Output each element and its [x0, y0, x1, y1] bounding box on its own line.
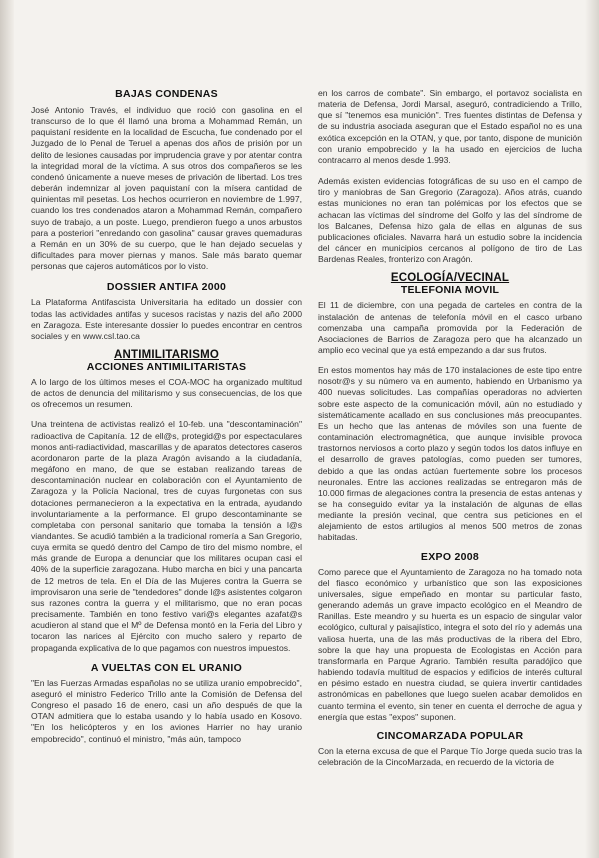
section-title-expo-2008: EXPO 2008 — [420, 550, 480, 563]
antimilitarismo-actions-paragraph: Una treintena de activistas realizó el 10-feb. una "descontaminación" radioactiva de Capitanía. 12 de ell@s, protegid@s por espectaculares monos anti-radiactividad, mascarillas y de aparatos detectores caseros acordonaron parte de la plaza Aragón avisando a la ciudadanía, megáfono en mano, de que se estaban realizando tareas de descontaminación nuclear en colaboración con el Ayuntamiento de Zaragoza y la Policía Nacional, tres de cuyas furgonetas con sus dotaciones permanecieron a la expectativa en la entrada, ayudando involuntariamente a la performance. El grupo descontaminante se completaba con personal sanitario que tomaba la tensión a l@s viandantes. Se acudió también a la tradicional romería a San Gregorio, cuya ermita se quedó dentro del Campo de tiro del mismo nombre, el más grande de Europa a denunciar que los militares ocupan casi el 40% de la superficie zaragozana. Hubo marcha en bici y una pancarta de 12 metros de tela. En el Día de las Mujeres contra la Guerra se improvisaron una serie de "tendedores" donde l@s asistentes colgaron sus razones contra la guerra y el militarismo, que no eran pocas precisamente. También en tono festivo vari@s elegantes azafat@s acudieron al stand que el Mº de Defensa montó en la Feria del Libro y tocaron las narices al Ejército con mucho salero y reparto de propaganda explicativa de lo que pagamos con nuestros impuestos. — [31, 419, 302, 653]
subsection-title-telefonia-movil: TELEFONIA MOVIL — [400, 284, 500, 297]
telefonia-movil-paragraph-2: En estos momentos hay más de 170 instalaciones de este tipo entre nosotr@s y su número va en aumento, habiendo en Urbanismo ya 400 nuevas solicitudes. Las compañías operadoras no advierten sobre este aspecto de la comunicación móvil, aún no estudiado y sistemáticamente acallado en sus conclusiones más preocupantes. Es un hecho que las antenas de móviles son una fuente de contaminación electromagnética, que aunque invisible provoca trastornos nerviosos a corto plazo y según todos los datos influye en el desarrollo de graves patologías, como pueden ser tumores, debido a que las ondas actúan fuertemente sobre los procesos neuronales. Entre las acciones realizadas se entregaron más de 10.000 firmas de alegaciones contra la presencia de estas antenas y se ha conseguido evitar ya la instalación de algunas de ellas mediante la presión vecinal, que centra sus peticiones en el alejamiento de estos artilugios al menos 500 metros de zonas habitadas. — [318, 365, 582, 543]
section-title-bajas-condenas: BAJAS CONDENAS — [115, 88, 218, 100]
dossier-antifa-paragraph: La Plataforma Antifascista Universitaria ha editado un dossier con todas las actividades antifas y sucesos racistas y nazis del año 2000 en Zaragoza. Este interesante dossier lo puedes encontrar en centros sociales y en www.csl.tao.ca — [31, 297, 302, 341]
uranio-paragraph-2: en los carros de combate". Sin embargo, el portavoz socialista en materia de Defensa, Jordi Marsal, aseguró, contradiciendo a Trillo, que sí "tenemos esa munición". Tres fuentes distintas de Defensa y de su industria asociada aseguran que el Estado español no es una exótica excepción en la OTAN, y que, por tanto, dispone de munición con uranio empobrecido y la ha usado en ejercicios de lucha contracarro al menos desde 1.993. — [318, 88, 582, 165]
left-column — [31, 88, 302, 754]
section-title-ecologia-vecinal: ECOLOGÍA/VECINAL — [390, 272, 510, 285]
section-title-dossier-antifa: DOSSIER ANTIFA 2000 — [106, 281, 227, 294]
cincomarzada-paragraph: Con la eterna excusa de que el Parque Tío Jorge queda sucio tras la celebración de la CincoMarzada, en recuerdo de la victoria de — [318, 745, 582, 767]
bajas-condenas-paragraph: José Antonio Través, el individuo que roció con gasolina en el transcurso de lo que él llamó una broma a Mohammad Remán, un paquistaní residente en la localidad de Escucha, fue condenado por el Juzgado de lo Penal de Teruel a apenas dos años de prisión por un delito de lesiones causadas por imprudencia grave y por atentar contra la integridad moral de la víctima. A sus otros dos compañeros se les condenó únicamente a nueve meses de privación de libertad. Los tres deberán indemnizar al joven paquistaní con la mísera cantidad de quinientas mil pesetas. Los hechos ocurrieron en noviembre de 1.997, cuando los tres condenados ataron a Mohammad Remán, compañero suyo de trabajo, a un poste. Luego, prendieron fuego a unos arbustos para a posteriori "enredando con gasolina" causar graves quemaduras a Remán en un 30% de su cuerpo, que le han dejado secuelas y dificultades para mover piernas y manos. Sale más barato quemar personas que cajeros automáticos por lo visto. — [31, 105, 302, 272]
section-title-cincomarzada: CINCOMARZADA POPULAR — [376, 729, 524, 742]
uranio-paragraph-1: "En las Fuerzas Armadas españolas no se utiliza uranio empobrecido", aseguró el ministro Federico Trillo ante la Comisión de Defensa del Congreso el pasado 16 de enero, casi un año después de que la OTAN admitiera que lo estaba usando y lo había usado en Kosovo. "En los helicópteros y en los aviones Harrier no hay uranio empobrecido", continuó el ministro, "más aún, tampoco — [31, 677, 302, 744]
expo-2008-paragraph: Como parece que el Ayuntamiento de Zaragoza no ha tomado nota del fiasco económico y urbanístico que son las exposiciones universales, sigue empeñado en montar su particular fasto, generando además un grave impacto ecológico en el Meandro de Ranillas. Este meandro y su huerta es un espacio de singular valor ecológico, cultural y paisajístico, integra el soto del río y además una valiosa huerta, una de las más productivas de la ribera del Ebro, sobre la que hay una propuesta de Ecologistas en Acción para transformarla en Parque Agrario. También resulta paradójico que habiendo todavía multitud de espacios y edificios de interés cultural en pésimo estado en nuestra ciudad, se quiera invertir cantidades astronómicas en pabellones que luego suelen acabar demolidos en cuanto termina el evento, sin tener en cuenta el derroche de agua y energía que estas "expos" suponen. — [318, 566, 582, 722]
scan-shadow-right — [585, 0, 599, 858]
telefonia-movil-paragraph-1: El 11 de diciembre, con una pegada de carteles en contra de la instalación de antenas de telefonía móvil en el casco urbano comenzaba una campaña promovida por la Federación de Asociaciones de Barrios de Zaragoza pero que ha alcanzado un amplio eco vecinal que ya está empezando a dar sus frutos. — [318, 300, 582, 355]
scan-shadow-left — [0, 0, 14, 858]
right-column — [318, 88, 582, 777]
section-title-uranio: A VUELTAS CON EL URANIO — [90, 661, 243, 674]
subsection-title-acciones-antimilitaristas: ACCIONES ANTIMILITARISTAS — [86, 360, 247, 373]
antimilitarismo-intro-paragraph: A lo largo de los últimos meses el COA-MOC ha organizado multitud de actos de denuncia del militarismo y sus consecuencias, de los que os ofrecemos un resumen. — [31, 376, 302, 410]
uranio-paragraph-3: Además existen evidencias fotográficas de su uso en el campo de tiro y maniobras de San Gregorio (Zaragoza). Años atrás, cuando estas municiones no eran tan polémicas por los efectos que se achacan las víctimas del síndrome del Golfo y las del síndrome de los Balcanes, Defensa hizo gala de ellas en algunas de sus publicaciones oficiales. Navarra hará un estudio sobre la incidencia del cáncer en municipios cercanos al polígono de tiro de Las Bardenas Reales, fronterizo con Aragón. — [318, 176, 582, 265]
section-title-antimilitarismo: ANTIMILITARISMO — [114, 348, 219, 361]
